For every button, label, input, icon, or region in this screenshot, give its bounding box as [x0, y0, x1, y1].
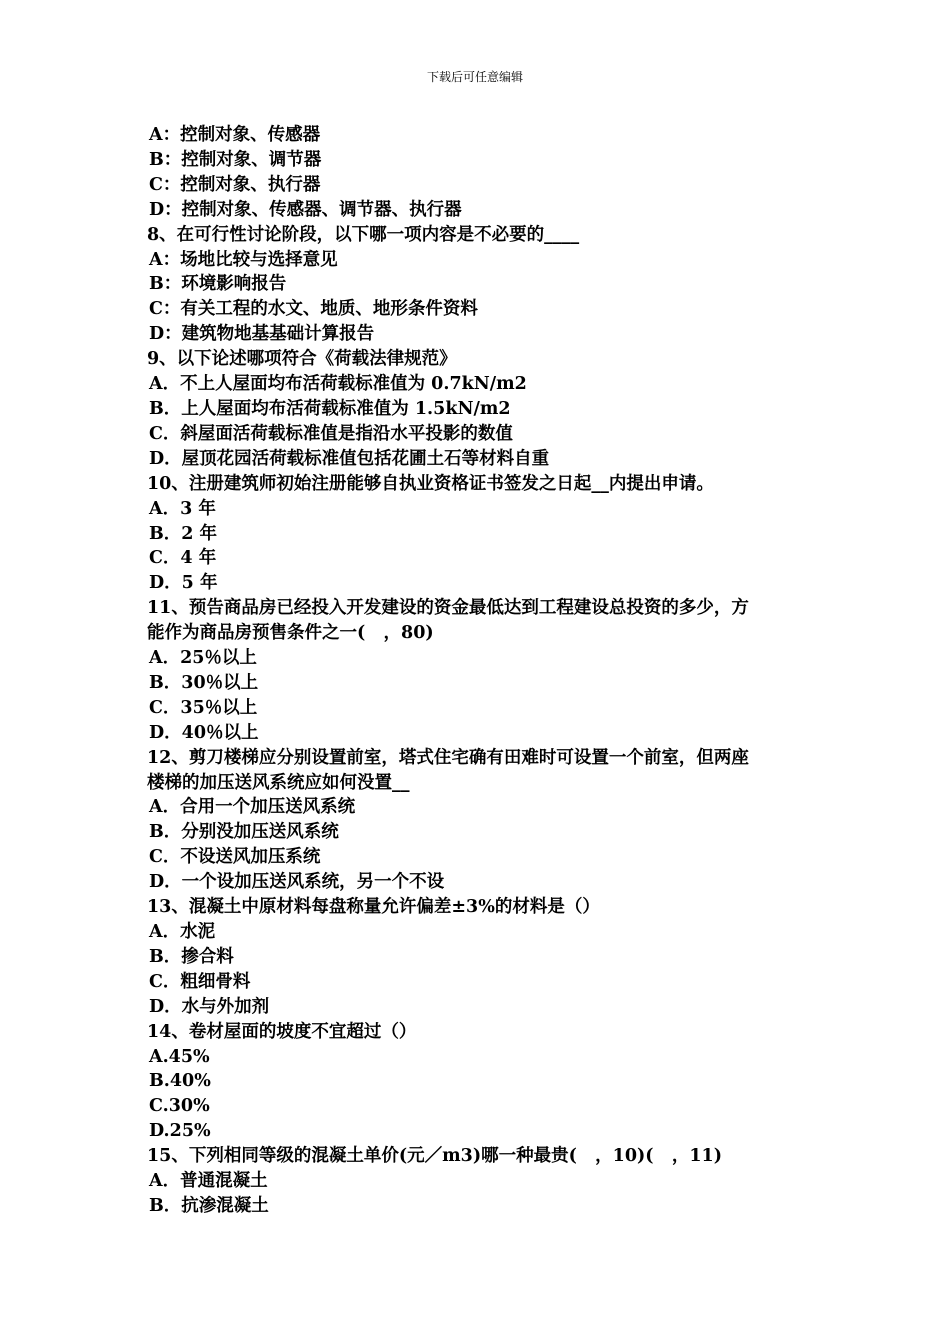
answer-option: C．4 年 — [149, 548, 217, 569]
answer-option: B．2 年 — [149, 523, 218, 544]
answer-option: A．普通混凝土 — [149, 1171, 268, 1192]
answer-option: C．不设送风加压系统 — [149, 847, 321, 868]
answer-option: B．掺合料 — [149, 946, 234, 967]
answer-option: B.40% — [149, 1071, 211, 1092]
answer-option: B：控制对象、调节器 — [149, 149, 322, 170]
answer-option: D．水与外加剂 — [149, 996, 270, 1017]
page-header: 下载后可任意编辑 — [426, 70, 523, 84]
question-text: 楼梯的加压送风系统应如何没置__ — [147, 772, 410, 793]
answer-option: A．合用一个加压送风系统 — [149, 797, 356, 818]
answer-option: D．一个设加压送风系统，另一个不设 — [149, 872, 445, 893]
answer-option: A：控制对象、传感器 — [149, 125, 321, 145]
question-text: 14、卷材屋面的坡度不宜超过（） — [147, 1021, 417, 1042]
answer-option: C．粗细骨料 — [149, 971, 251, 992]
answer-option: A．水泥 — [149, 922, 216, 942]
question-text: 15、下列相同等级的混凝土单价(元／m3)哪一种最贵( ，10)( ，11) — [147, 1146, 722, 1167]
answer-option: D：控制对象、传感器、调节器、执行器 — [149, 199, 462, 220]
answer-option: B．上人屋面均布活荷载标准值为 1.5kN/m2 — [149, 398, 511, 419]
answer-option: C：有关工程的水文、地质、地形条件资料 — [149, 299, 478, 320]
answer-option: D．屋顶花园活荷载标准值包括花圃土石等材料自重 — [149, 448, 550, 469]
answer-option: A．25％以上 — [149, 648, 257, 669]
answer-option: A．不上人屋面均布活荷载标准值为 0.7kN/m2 — [149, 374, 527, 395]
question-text: 11、预告商品房已经投入开发建设的资金最低达到工程建设总投资的多少，方 — [147, 598, 749, 619]
answer-option: D．5 年 — [149, 573, 218, 594]
answer-option: C.30% — [149, 1096, 210, 1117]
answer-option: D：建筑物地基基础计算报告 — [149, 324, 375, 345]
document-body — [147, 123, 827, 1219]
question-text: 12、剪刀楼梯应分别设置前室，塔式住宅确有田难时可设置一个前室，但两座 — [147, 747, 749, 768]
question-text: 能作为商品房预售条件之一( ，80) — [147, 623, 434, 644]
question-text: 9、以下论述哪项符合《荷载法律规范》 — [147, 349, 457, 370]
question-text: 8、在可行性讨论阶段，以下哪一项内容是不必要的____ — [147, 224, 580, 245]
answer-option: C．斜屋面活荷载标准值是指沿水平投影的数值 — [149, 423, 513, 444]
answer-option: A.45% — [149, 1046, 210, 1067]
answer-option: A．3 年 — [149, 498, 216, 519]
answer-option: C．35％以上 — [149, 697, 258, 718]
answer-option: B．分别没加压送风系统 — [149, 822, 339, 843]
answer-option: C：控制对象、执行器 — [149, 174, 321, 195]
answer-option: B．抗渗混凝土 — [149, 1195, 269, 1216]
answer-option: D．40％以上 — [149, 722, 259, 743]
question-text: 10、注册建筑师初始注册能够自执业资格证书签发之日起__内提出申请。 — [147, 473, 714, 494]
answer-option: B：环境影响报告 — [149, 274, 287, 295]
question-text: 13、混凝土中原材料每盘称量允许偏差±3%的材料是（） — [147, 897, 600, 918]
answer-option: B．30％以上 — [149, 672, 259, 693]
answer-option: D.25% — [149, 1121, 211, 1142]
answer-option: A：场地比较与选择意见 — [149, 249, 338, 270]
